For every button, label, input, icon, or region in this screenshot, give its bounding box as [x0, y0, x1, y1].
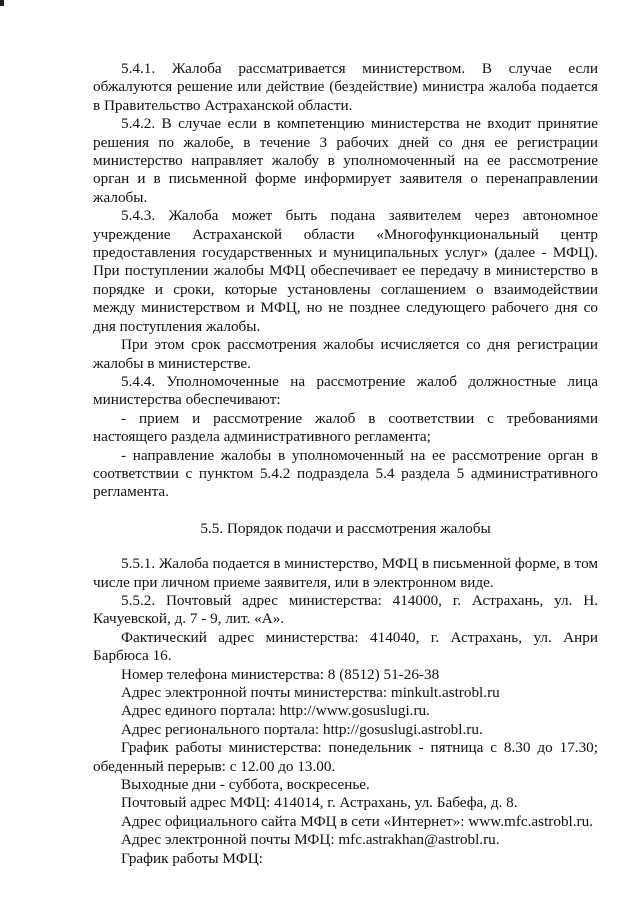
- paragraph-email: Адрес электронной почты министерства: minkult.astrobl.ru: [121, 684, 500, 701]
- paragraph-5-4-3: 5.4.3. Жалоба может быть подана заявителем через автономное учреждение Астраханской области «Многофункциональный центр предоставления государственных и муниципальных услуг» (далее - МФЦ). При поступлении жалобы МФЦ обеспечивает ее передачу в министерство в порядке и сроки, которые установлены соглашением о взаимодействии между министерством и МФЦ, но не позднее следующего рабочего дня со дня поступления жалобы.: [93, 207, 598, 335]
- paragraph-phone: Номер телефона министерства: 8 (8512) 51-26-38: [121, 665, 440, 683]
- paragraph-5-5-2-postal-address: 5.5.2. Почтовый адрес министерства: 414000, г. Астрахань, ул. Н. Качуевской, д. 7 - 9, лит. «А».: [93, 591, 598, 628]
- paragraph-unified-portal: Адрес единого портала: http://www.gosuslugi.ru.: [121, 702, 430, 720]
- paragraph-5-4-4: 5.4.4. Уполномоченные на рассмотрение жалоб должностные лица министерства обеспечивают:: [93, 372, 598, 409]
- paragraph-regional-portal: Адрес регионального портала: http://gosuslugi.astrobl.ru.: [121, 720, 483, 738]
- paragraph-work-schedule: График работы министерства: понедельник - пятница с 8.30 до 17.30; обеденный перерыв: с 12.00 до 13.00.: [93, 739, 598, 775]
- list-item-reception: - прием и рассмотрение жалоб в соответствии с требованиями настоящего раздела административного регламента;: [93, 409, 598, 446]
- paragraph-mfc-website: Адрес официального сайта МФЦ в сети «Интернет»: www.mfc.astrobl.ru.: [121, 812, 594, 830]
- list-item-forwarding: - направление жалобы в уполномоченный на ее рассмотрение орган в соответствии с пунктом 5.4.2 подраздела 5.4 раздела 5 административного регламента.: [93, 446, 598, 501]
- paragraph-mfc-schedule: График работы МФЦ:: [121, 849, 263, 867]
- paragraph-mfc-email: Адрес электронной почты МФЦ: mfc.astrakhan@astrobl.ru.: [121, 831, 500, 849]
- paragraph-5-4-1: 5.4.1. Жалоба рассматривается министерством. В случае если обжалуются решение или действие (бездействие) министра жалоба подается в Правительство Астраханской области.: [93, 60, 598, 114]
- paragraph-5-5-1: 5.5.1. Жалоба подается в министерство, МФЦ в письменной форме, в том числе при личном приеме заявителя, или в электронном виде.: [93, 555, 598, 591]
- scan-edge-mark: [0, 0, 4, 6]
- paragraph-complaint-term: При этом срок рассмотрения жалобы исчисляется со дня регистрации жалобы в министерстве.: [93, 336, 598, 372]
- paragraph-days-off: Выходные дни - суббота, воскресенье.: [121, 776, 370, 794]
- section-heading-5-5: 5.5. Порядок подачи и рассмотрения жалобы: [200, 519, 491, 537]
- paragraph-mfc-postal-address: Почтовый адрес МФЦ: 414014, г. Астрахань, ул. Бабефа, д. 8.: [121, 794, 518, 812]
- paragraph-actual-address: Фактический адрес министерства: 414040, г. Астрахань, ул. Анри Барбюса 16.: [93, 628, 598, 665]
- paragraph-5-4-2: 5.4.2. В случае если в компетенцию министерства не входит принятие решения по жалобе, в течение 3 рабочих дней со дня ее регистрации министерство направляет жалобу в уполномоченный на ее рассмотрение орган и в письменной форме информирует заявителя о перенаправлении жалобы.: [93, 115, 598, 206]
- document-body: [93, 60, 598, 868]
